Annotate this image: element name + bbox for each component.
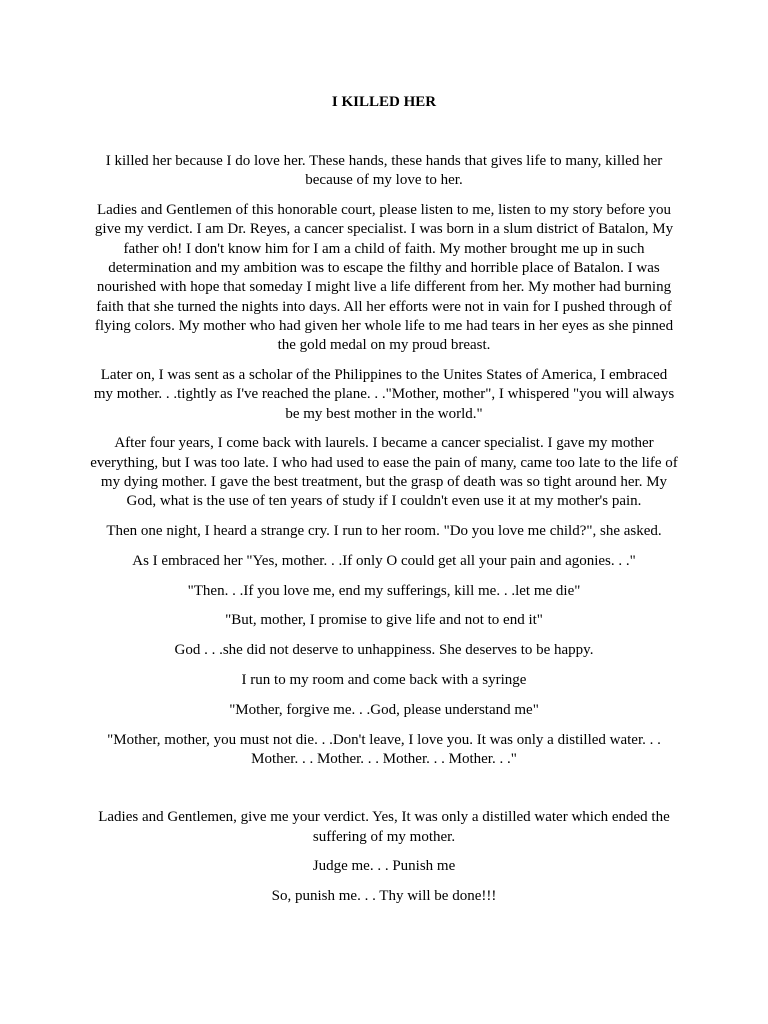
document-body bbox=[90, 152, 678, 917]
paragraph-6: As I embraced her "Yes, mother. . .If only O could get all your pain and agonies. . ." bbox=[132, 552, 636, 569]
paragraph-15: So, punish me. . . Thy will be done!!! bbox=[271, 888, 497, 905]
paragraph-3: Later on, I was sent as a scholar of the Philippines to the Unites States of America, I embraced my mother. . .tightly as I've reached the plane. . ."Mother, mother", I whispered "you will always be my best mother in the world." bbox=[93, 366, 675, 422]
paragraph-4: After four years, I come back with laurels. I became a cancer specialist. I gave my mother everything, but I was too late. I who had used to ease the pain of many, came too late to the life of my dying mother. I gave the best treatment, but the grasp of death was so tight around her. My God, what is the use of ten years of study if I couldn't even use it at my mother's pain. bbox=[90, 435, 678, 510]
paragraph-13: Ladies and Gentlemen, give me your verdict. Yes, It was only a distilled water which ended the suffering of my mother. bbox=[98, 809, 670, 845]
paragraph-11: "Mother, forgive me. . .God, please understand me" bbox=[229, 701, 539, 718]
paragraph-12: "Mother, mother, you must not die. . .Don't leave, I love you. It was only a distilled water. . . Mother. . . Mother. . . Mother. . . Mother. . ." bbox=[107, 731, 661, 767]
paragraph-7: "Then. . .If you love me, end my sufferings, kill me. . .let me die" bbox=[187, 582, 581, 599]
paragraph-2: Ladies and Gentlemen of this honorable court, please listen to me, listen to my story before you give my verdict. I am Dr. Reyes, a cancer specialist. I was born in a slum district of Batalon, My father oh! I don't know him for I am a child of faith. My mother brought me up in such determination and my ambition was to escape the filthy and horrible place of Batalon. I was nourished with hope that someday I might live a life different from her. My mother had burning faith that she turned the nights into days. All her efforts were not in vain for I pushed through of flying colors. My mother who had given her whole life to me had tears in her eyes as she pinned the gold medal on my proud breast. bbox=[94, 202, 674, 354]
paragraph-10: I run to my room and come back with a syringe bbox=[241, 672, 527, 689]
document-title: I KILLED HER bbox=[331, 94, 437, 110]
paragraph-9: God . . .she did not deserve to unhappiness. She deserves to be happy. bbox=[174, 642, 594, 659]
paragraph-8: "But, mother, I promise to give life and not to end it" bbox=[225, 612, 543, 629]
paragraph-14: Judge me. . . Punish me bbox=[312, 858, 456, 875]
paragraph-5: Then one night, I heard a strange cry. I run to her room. "Do you love me child?", she asked. bbox=[106, 523, 662, 540]
paragraph-1: I killed her because I do love her. These hands, these hands that gives life to many, killed her because of my love to her. bbox=[105, 153, 663, 189]
